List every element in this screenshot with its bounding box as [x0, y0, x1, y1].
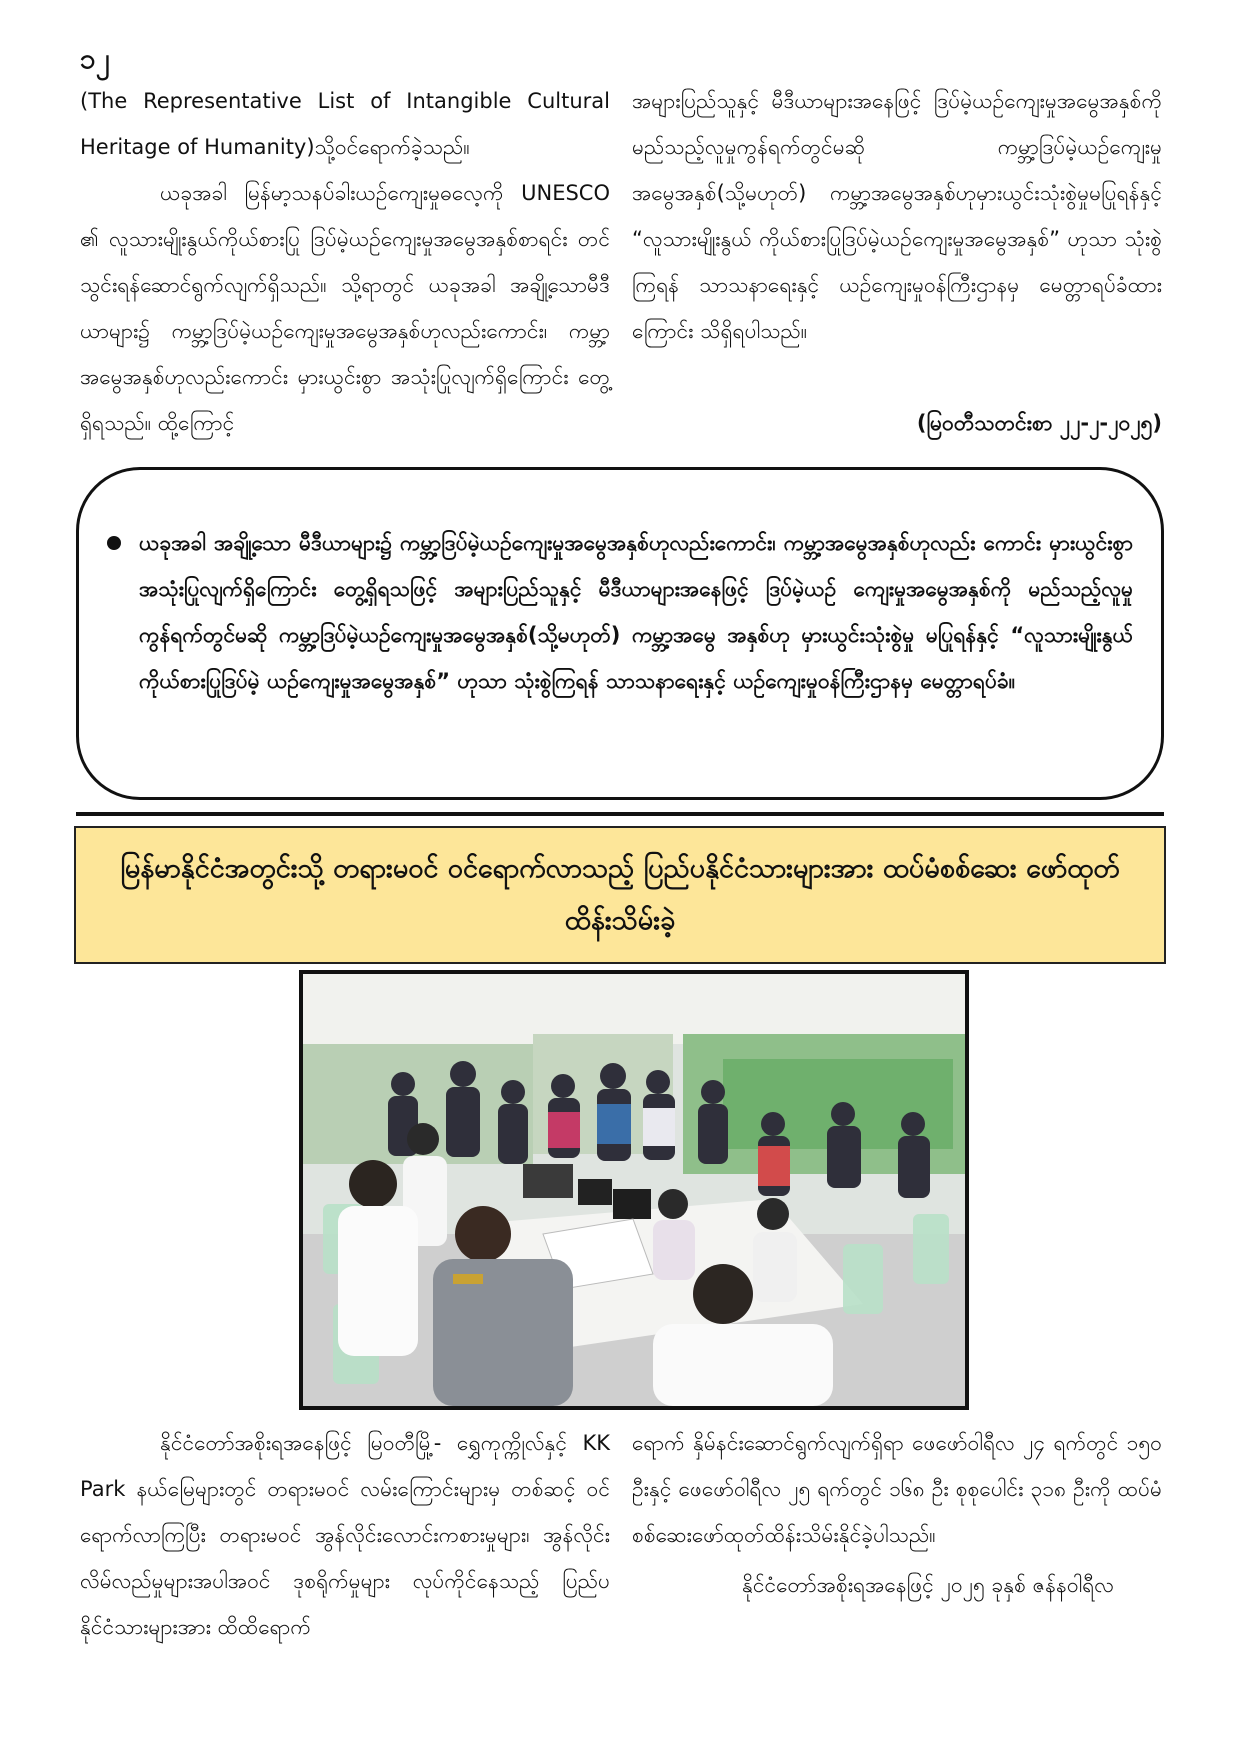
article2-headline: မြန်မာနိုင်ငံအတွင်းသို့ တရားမဝင် ဝင်ရောက်လာသည့် ပြည်ပနိုင်ငံသားများအား ထပ်မံစစ်ဆေး ဖော်ထုတ်ထိန်းသိမ်းခဲ့ [74, 826, 1166, 964]
article2-right-column [632, 1420, 1162, 1608]
article1-source: (မြဝတီသတင်းစာ ၂၂-၂-၂၀၂၅) [916, 411, 1162, 435]
bullet-icon [107, 536, 121, 550]
news-photo [299, 970, 969, 1410]
section-divider [76, 812, 1164, 816]
article1-right-column [632, 78, 1162, 354]
article1-left-column [80, 78, 610, 446]
page-number: ၁၂ [80, 42, 110, 75]
article2-paragraph: နိုင်ငံတော်အစိုးရအနေဖြင့် မြဝတီမြို့- ရွှေကုက္ကိုလ်နှင့် KK Park နယ်မြေများတွင် တရားမဝင် လမ်းကြောင်းများမှ တစ်ဆင့် ဝင်ရောက်လာကြပြီး တရားမဝင် အွန်လိုင်းလောင်းကစားမှုများ၊ အွန်လိုင်းလိမ်လည်မှုများအပါအဝင် ဒုစရိုက်မှုများ လုပ်ကိုင်နေသည့် ပြည်ပနိုင်ငံသားများအား ထိထိရောက် [80, 1431, 610, 1639]
article1-paragraph: (The Representative List of Intangible Cultural Heritage of Humanity)သို့ဝင်ရောက်ခဲ့သည်။ [80, 89, 610, 159]
summary-box [76, 467, 1164, 800]
article2-paragraph: ရောက် နှိမ်နင်းဆောင်ရွက်လျက်ရှိရာ ဖေဖော်ဝါရီလ ၂၄ ရက်တွင် ၁၅၀ ဦးနှင့် ဖေဖော်ဝါရီလ ၂၅ ရက်တွင် ၁၆၈ ဦး စုစုပေါင်း ၃၁၈ ဦးကို ထပ်မံစစ်ဆေးဖော်ထုတ်ထိန်းသိမ်းနိုင်ခဲ့ပါသည်။ [632, 1431, 1162, 1547]
article2-left-column [80, 1420, 610, 1650]
summary-text: ယခုအခါ အချို့သော မီဒီယာများ၌ ကမ္ဘာ့ဒြပ်မဲ့ယဉ်ကျေးမှုအမွေအနှစ်ဟုလည်းကောင်း၊ ကမ္ဘာ့အမွေအနှစ်ဟုလည်း ကောင်း မှားယွင်းစွာ အသုံးပြုလျက်ရှိကြောင်း တွေ့ရှိရသဖြင့် အများပြည်သူနှင့် မီဒီယာများအနေဖြင့် ဒြပ်မဲ့ယဉ် ကျေးမှုအမွေအနှစ်ကို မည်သည့်လူမှုကွန်ရက်တွင်မဆို ကမ္ဘာ့ဒြပ်မဲ့ယဉ်ကျေးမှုအမွေအနှစ်(သို့မဟုတ်) ကမ္ဘာ့အမွေ အနှစ်ဟု မှားယွင်းသုံးစွဲမှု မပြုရန်နှင့် “လူသားမျိုးနွယ် ကိုယ်စားပြုဒြပ်မဲ့ ယဉ်ကျေးမှုအမွေအနှစ်” ဟုသာ သုံးစွဲကြရန် သာသနာရေးနှင့် ယဉ်ကျေးမှုဝန်ကြီးဌာနမှ မေတ္တာရပ်ခံ။ [139, 531, 1133, 693]
article1-paragraph: အများပြည်သူနှင့် မီဒီယာများအနေဖြင့် ဒြပ်မဲ့ယဉ်ကျေးမှုအမွေအနှစ်ကို မည်သည့်လူမှုကွန်ရက်တွင်မဆို ကမ္ဘာ့ဒြပ်မဲ့ယဉ်ကျေးမှုအမွေအနှစ်(သို့မဟုတ်) ကမ္ဘာ့အမွေအနှစ်ဟုမှားယွင်းသုံးစွဲမှုမပြုရန်နှင့် “လူသားမျိုးနွယ် ကိုယ်စားပြုဒြပ်မဲ့ယဉ်ကျေးမှုအမွေအနှစ်” ဟုသာ သုံးစွဲကြရန် သာသနာရေးနှင့် ယဉ်ကျေးမှုဝန်ကြီးဌာနမှ မေတ္တာရပ်ခံထားကြောင်း သိရှိရပါသည်။ [632, 89, 1162, 343]
article1-paragraph: ယခုအခါ မြန်မာ့သနပ်ခါးယဉ်ကျေးမှုဓလေ့ကို UNESCO ၏ လူသားမျိုးနွယ်ကိုယ်စားပြု ဒြပ်မဲ့ယဉ်ကျေးမှုအမွေအနှစ်စာရင်း တင်သွင်းရန်ဆောင်ရွက်လျက်ရှိသည်။ သို့ရာတွင် ယခုအခါ အချို့သောမီဒီယာများ၌ ကမ္ဘာ့ဒြပ်မဲ့ယဉ်ကျေးမှုအမွေအနှစ်ဟုလည်းကောင်း၊ ကမ္ဘာ့အမွေအနှစ်ဟုလည်းကောင်း မှားယွင်းစွာ အသုံးပြုလျက်ရှိကြောင်း တွေ့ရှိရသည်။ ထို့ကြောင့် [80, 181, 610, 435]
article2-paragraph: နိုင်ငံတော်အစိုးရအနေဖြင့် ၂၀၂၅ ခုနှစ် ဇန်နဝါရီလ [742, 1573, 1114, 1597]
